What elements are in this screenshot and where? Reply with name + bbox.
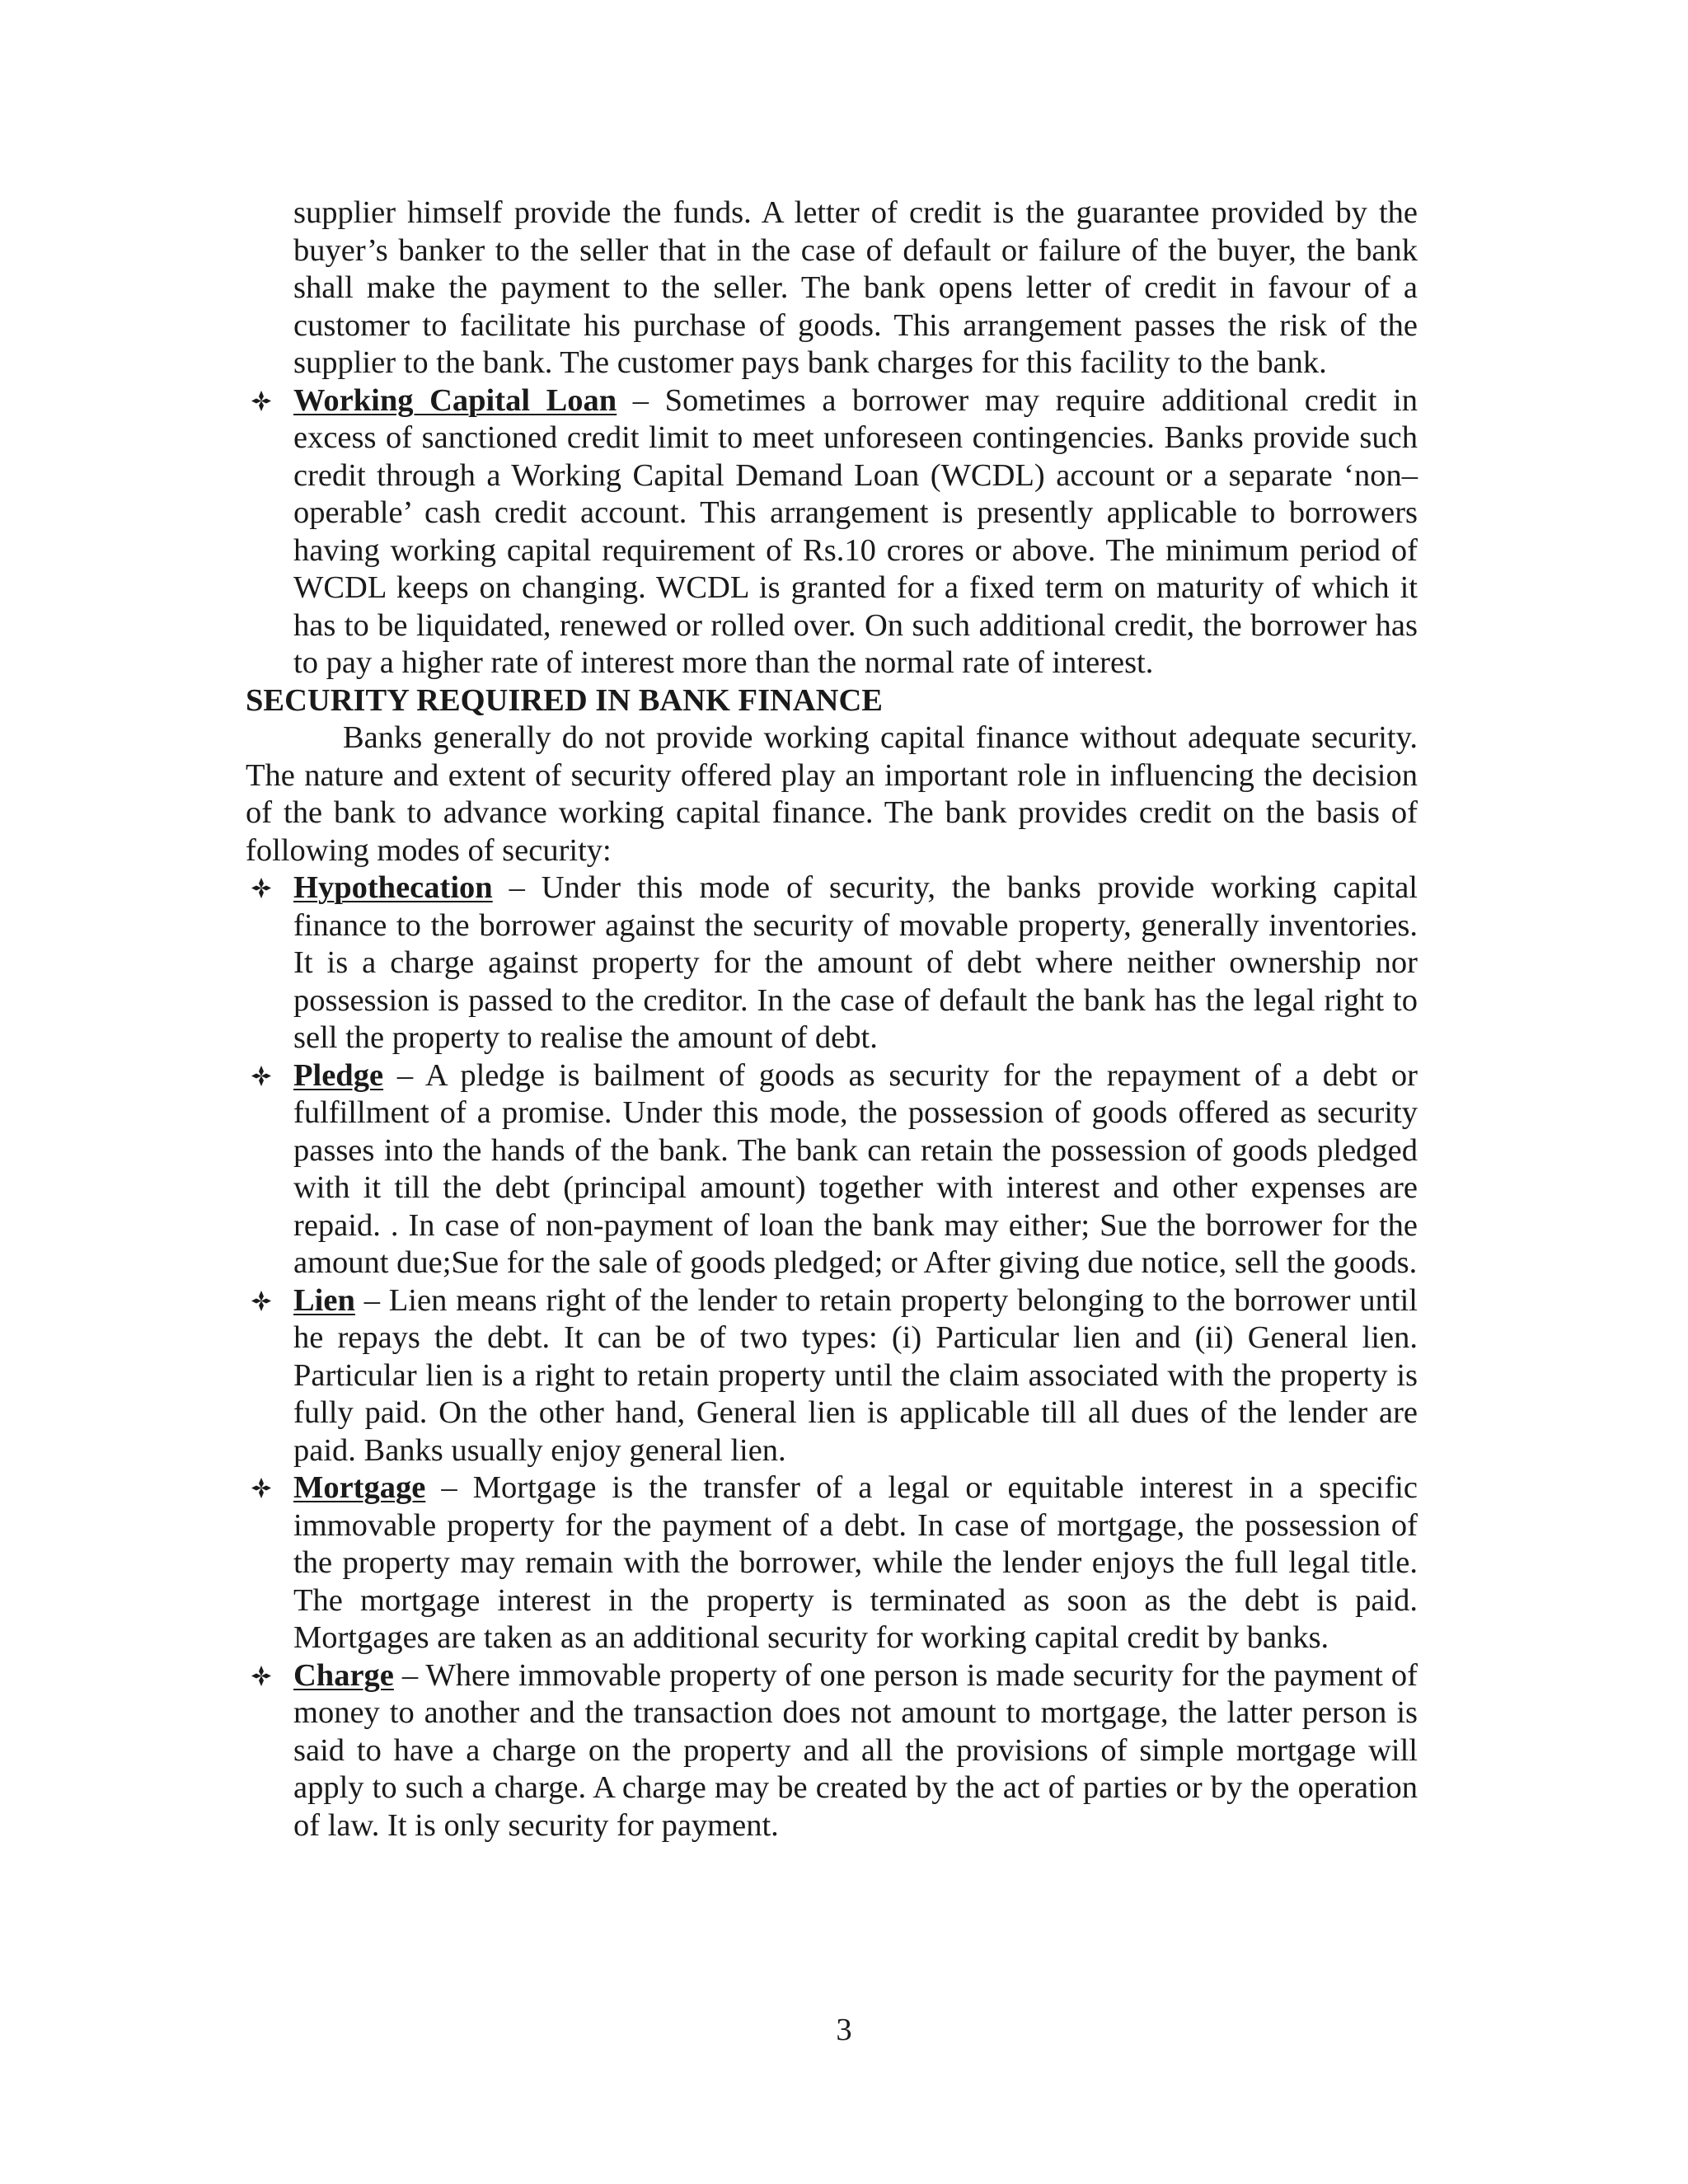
bullet-lien xyxy=(246,1282,1418,1470)
bullet-text: – Mortgage is the transfer of a legal or equitable interest in a specific immovable property for the payment of a debt. In case of mortgage, the possession of the property may remain with the borrower, while the lender enjoys the full legal title. The mortgage interest in the property is terminated as soon as the debt is paid. Mortgages are taken as an additional security for working capital credit by banks. xyxy=(293,1470,1418,1655)
bullet-mortgage xyxy=(246,1469,1418,1657)
bullet-pledge xyxy=(246,1057,1418,1282)
diamond-bullet-icon xyxy=(247,1469,275,1507)
section-heading: SECURITY REQUIRED IN BANK FINANCE xyxy=(246,682,883,718)
bullet-term: Lien xyxy=(293,1282,355,1318)
bullet-charge xyxy=(246,1657,1418,1845)
diamond-bullet-icon xyxy=(247,869,275,907)
bullet-term: Charge xyxy=(293,1657,394,1693)
section-intro-paragraph: Banks generally do not provide working capital finance without adequate security. The nature and extent of security offered play an important role in influencing the decision of the bank to advance working capital finance. The bank provides credit on the basis of following modes of security: xyxy=(246,720,1418,868)
diamond-bullet-icon xyxy=(247,1057,275,1094)
bullet-term: Pledge xyxy=(293,1057,384,1093)
bullet-text: – A pledge is bailment of goods as security for the repayment of a debt or fulfillment of a promise. Under this mode, the possession of goods offered as security passes into the hands of the bank. The bank can retain the possession of goods pledged with it till the debt (principal amount) together with interest and other expenses are repaid. . In case of non-payment of loan the bank may either; Sue the borrower for the amount due;Sue for the sale of goods pledged; or After giving due notice, sell the goods. xyxy=(293,1057,1418,1280)
page-content xyxy=(246,194,1418,1844)
diamond-bullet-icon xyxy=(247,382,275,419)
diamond-bullet-icon xyxy=(247,1282,275,1319)
bullet-hypothecation xyxy=(246,869,1418,1057)
bullet-term: Working Capital Loan xyxy=(293,382,617,418)
bullet-text: – Under this mode of security, the banks provide working capital finance to the borrower against the security of movable property, generally inventories. It is a charge against property for the amount of debt where neither ownership nor possession is passed to the creditor. In the case of default the bank has the legal right to sell the property to realise the amount of debt. xyxy=(293,870,1418,1055)
bullet-text: – Lien means right of the lender to retain property belonging to the borrower until he repays the debt. It can be of two types: (i) Particular lien and (ii) General lien. Particular lien is a right to retain property until the claim associated with the property is fully paid. On the other hand, General lien is applicable till all dues of the lender are paid. Banks usually enjoy general lien. xyxy=(293,1282,1418,1468)
bullet-text: – Where immovable property of one person is made security for the payment of money to another and the transaction does not amount to mortgage, the latter person is said to have a charge on the property and all the provisions of simple mortgage will apply to such a charge. A charge may be created by the act of parties or by the operation of law. It is only security for payment. xyxy=(293,1657,1418,1843)
bullet-working-capital-loan xyxy=(246,382,1418,682)
bullet-text: – Sometimes a borrower may require additional credit in excess of sanctioned credit limit to meet unforeseen contingencies. Banks provide such credit through a Working Capital Demand Loan (WCDL) account or a separate ‘non–operable’ cash credit account. This arrangement is presently applicable to borrowers having working capital requirement of Rs.10 crores or above. The minimum period of WCDL keeps on changing. WCDL is granted for a fixed term on maturity of which it has to be liquidated, renewed or rolled over. On such additional credit, the borrower has to pay a higher rate of interest more than the normal rate of interest. xyxy=(293,382,1418,680)
intro-continuation-paragraph: supplier himself provide the funds. A letter of credit is the guarantee provided by the buyer’s banker to the seller that in the case of default or failure of the buyer, the bank shall make the payment to the seller. The bank opens letter of credit in favour of a customer to facilitate his purchase of goods. This arrangement passes the risk of the supplier to the bank. The customer pays bank charges for this facility to the bank. xyxy=(293,195,1418,380)
diamond-bullet-icon xyxy=(247,1657,275,1694)
page-number: 3 xyxy=(836,2013,852,2047)
bullet-term: Hypothecation xyxy=(293,870,493,905)
bullet-term: Mortgage xyxy=(293,1470,426,1505)
